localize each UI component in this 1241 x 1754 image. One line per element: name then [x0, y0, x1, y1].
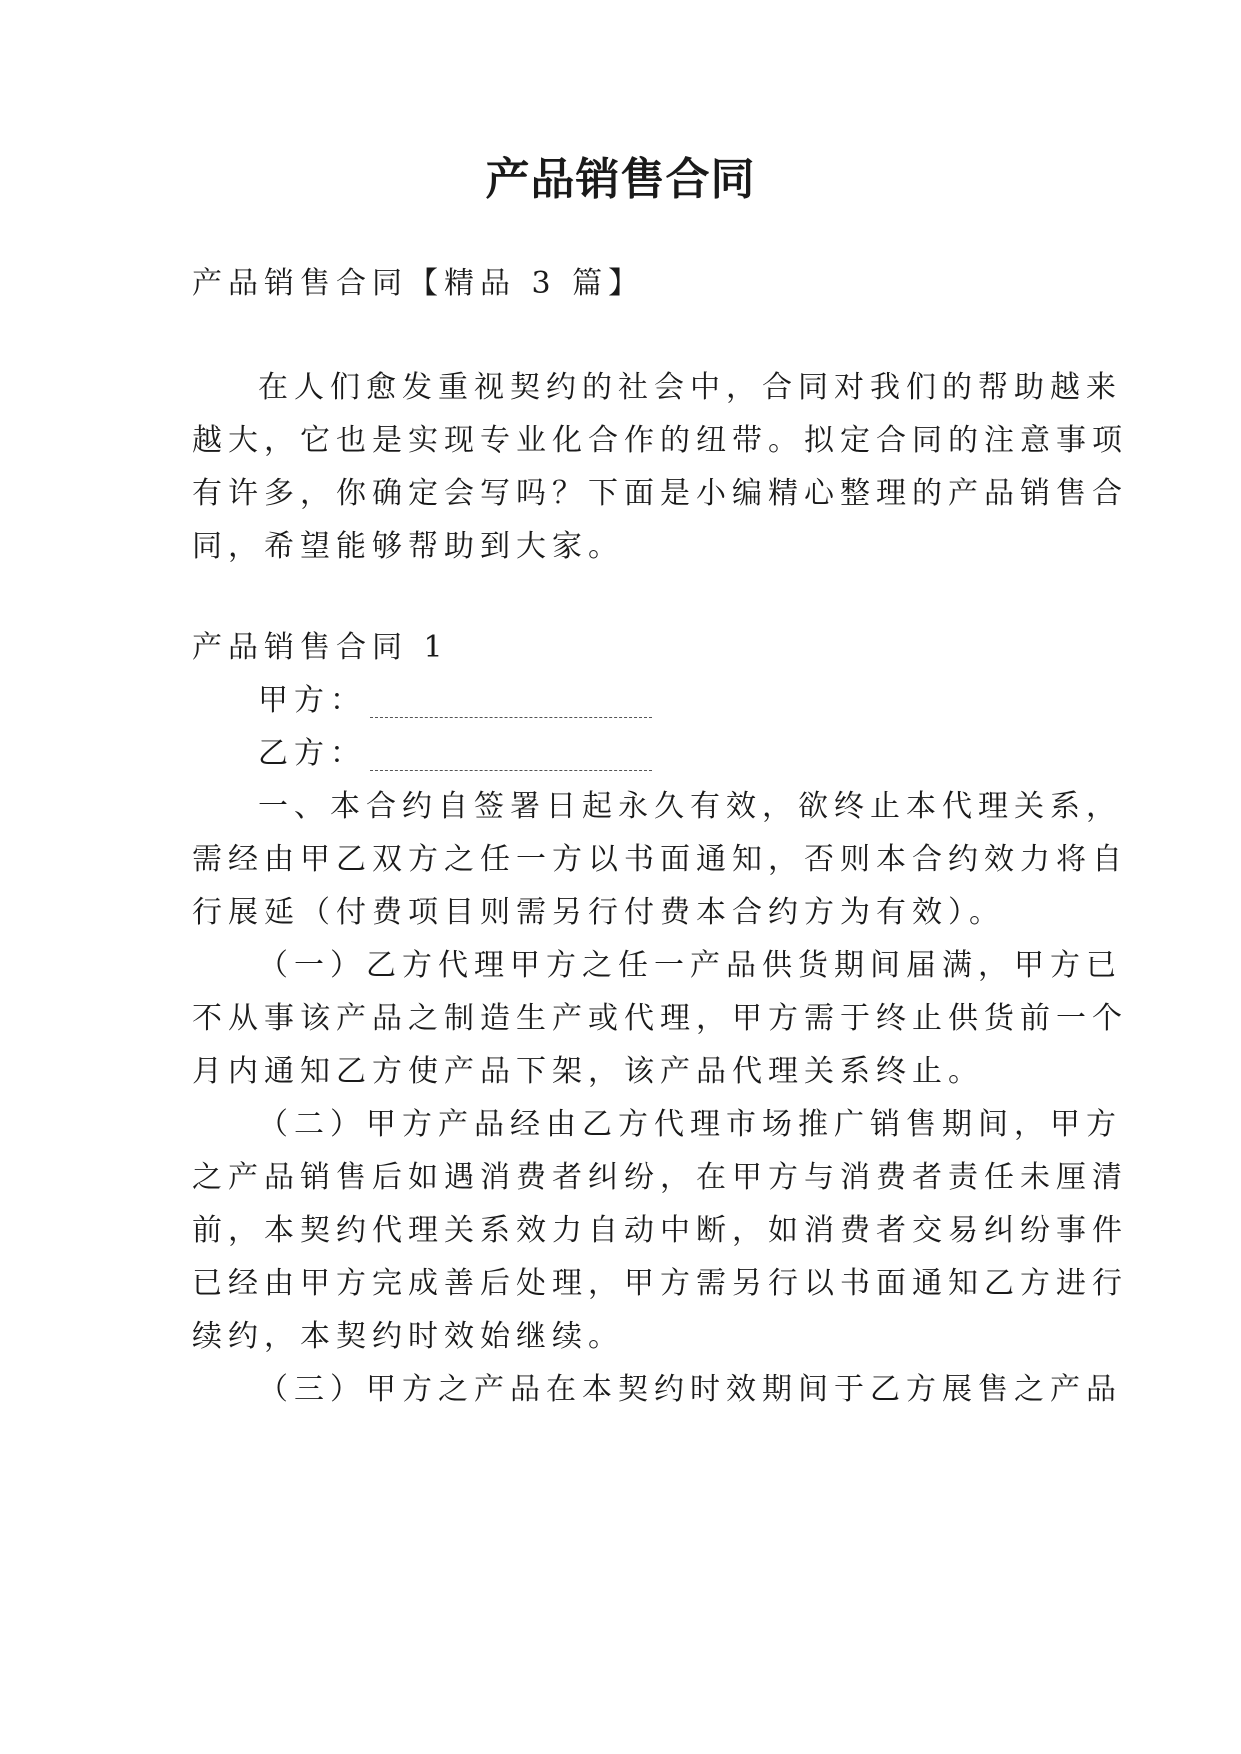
party-a-label: 甲方：	[258, 683, 366, 718]
contract-heading: 产品销售合同 1	[192, 630, 449, 665]
item-2-line: 已经由甲方完成善后处理，甲方需另行以书面通知乙方进行	[192, 1266, 1128, 1301]
clause-1-line: 一、本合约自签署日起永久有效，欲终止本代理关系，	[258, 789, 1122, 824]
item-2-line: 之产品销售后如遇消费者纠纷，在甲方与消费者责任未厘清	[192, 1160, 1128, 1195]
party-b-row	[258, 734, 652, 774]
party-b-blank	[370, 740, 652, 771]
item-2-line: 前，本契约代理关系效力自动中断，如消费者交易纠纷事件	[192, 1213, 1128, 1248]
intro-line: 有许多，你确定会写吗？下面是小编精心整理的产品销售合	[192, 476, 1128, 511]
intro-line: 在人们愈发重视契约的社会中，合同对我们的帮助越来	[258, 370, 1122, 405]
document-title: 产品销售合同	[485, 154, 756, 205]
item-1-line: （一）乙方代理甲方之任一产品供货期间届满，甲方已	[258, 948, 1122, 983]
clause-1-line: 需经由甲乙双方之任一方以书面通知，否则本合约效力将自	[192, 842, 1128, 877]
item-3-line: （三）甲方之产品在本契约时效期间于乙方展售之产品	[258, 1372, 1122, 1407]
party-b-label: 乙方：	[258, 736, 366, 771]
party-a-row	[258, 681, 652, 721]
clause-1-line: 行展延（付费项目则需另行付费本合约方为有效）。	[192, 895, 1005, 930]
party-a-blank	[370, 687, 652, 718]
item-2-line: （二）甲方产品经由乙方代理市场推广销售期间，甲方	[258, 1107, 1122, 1142]
item-1-line: 月内通知乙方使产品下架，该产品代理关系终止。	[192, 1054, 984, 1089]
intro-line: 越大，它也是实现专业化合作的纽带。拟定合同的注意事项	[192, 423, 1128, 458]
item-2-line: 续约，本契约时效始继续。	[192, 1319, 624, 1354]
document-subtitle: 产品销售合同【精品 3 篇】	[192, 266, 645, 301]
intro-line: 同，希望能够帮助到大家。	[192, 529, 624, 564]
item-1-line: 不从事该产品之制造生产或代理，甲方需于终止供货前一个	[192, 1001, 1128, 1036]
